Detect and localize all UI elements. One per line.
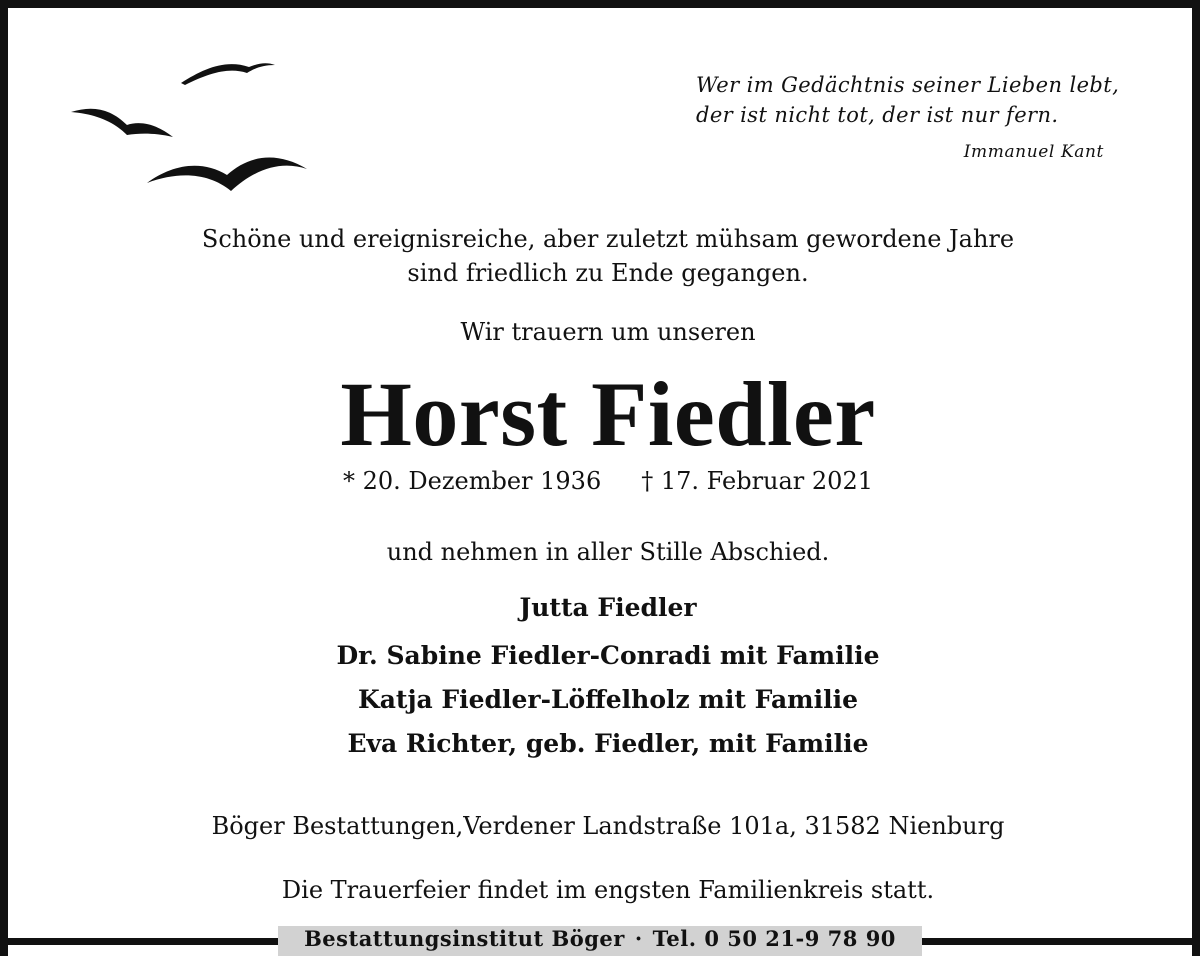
funeral-home-address: Böger Bestattungen,Verdener Landstraße 101a, 31582 Nienburg <box>211 812 1005 840</box>
quote-author: Immanuel Kant <box>963 142 1104 162</box>
quote <box>696 70 1166 130</box>
intro-line: sind friedlich zu Ende gegangen. <box>407 259 809 287</box>
intro-text <box>8 222 1200 290</box>
footer-bar <box>278 926 922 956</box>
life-dates <box>8 467 1200 495</box>
mourner-name: Katja Fiedler-Löffelholz mit Familie <box>357 685 859 714</box>
mourners-list <box>8 586 1200 766</box>
footer-phone: Tel. 0 50 21-9 78 90 <box>652 926 896 951</box>
intro-line: Schöne und ereignisreiche, aber zuletzt mühsam gewordene Jahre <box>201 225 1015 253</box>
footer-company: Bestattungsinstitut Böger <box>304 926 625 951</box>
quote-line: der ist nicht tot, der ist nur fern. <box>696 103 1059 127</box>
mourner-name: Eva Richter, geb. Fiedler, mit Familie <box>347 729 869 758</box>
footer-separator: · <box>634 926 643 951</box>
farewell-line: und nehmen in aller Stille Abschied. <box>386 538 830 566</box>
mourner-name: Jutta Fiedler <box>519 593 697 622</box>
bird-silhouette-icon <box>71 109 173 137</box>
bird-silhouette-icon <box>147 158 307 191</box>
quote-line: Wer im Gedächtnis seiner Lieben lebt, <box>696 73 1120 97</box>
bird-silhouette-icon <box>181 63 275 85</box>
death-date: † 17. Februar 2021 <box>641 467 873 495</box>
mourner-name: Dr. Sabine Fiedler-Conradi mit Familie <box>336 641 880 670</box>
ceremony-note: Die Trauerfeier findet im engsten Familienkreis statt. <box>281 876 935 904</box>
deceased-name: Horst Fiedler <box>340 363 876 465</box>
birth-date: * 20. Dezember 1936 <box>343 467 602 495</box>
mourning-line: Wir trauern um unseren <box>460 318 756 346</box>
birds-illustration <box>63 53 323 203</box>
